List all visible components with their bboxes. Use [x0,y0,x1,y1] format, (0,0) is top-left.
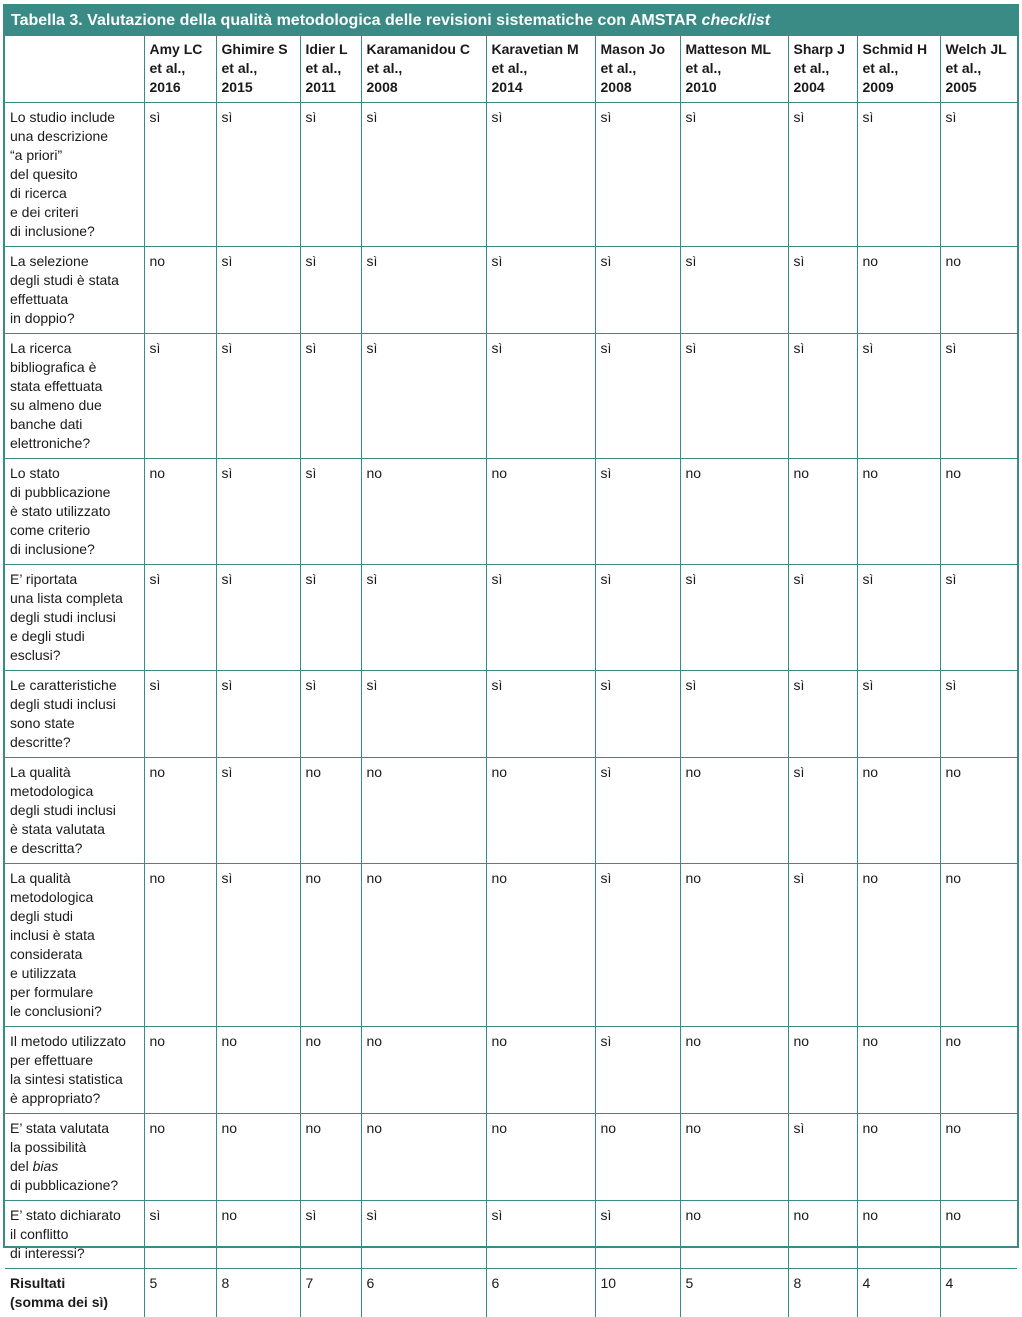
answer-cell: no [216,1201,300,1269]
answer-cell: no [788,1027,857,1114]
answer-cell: sì [216,671,300,758]
question-cell: Le caratteristiche degli studi inclusi sono state descritte? [5,671,144,758]
question-cell: Lo studio include una descrizione “a priori” del quesito di ricerca e dei criteri di inclusione? [5,103,144,247]
summary-value: 5 [680,1269,788,1317]
table-title-italic: checklist [702,12,770,29]
answer-cell: sì [361,247,486,334]
answer-cell: sì [486,565,595,671]
table-row [5,459,1017,565]
answer-cell: sì [216,247,300,334]
answer-cell: sì [788,565,857,671]
question-cell: E’ riportata una lista completa degli studi inclusi e degli studi esclusi? [5,565,144,671]
answer-cell: sì [595,459,680,565]
answer-cell: no [361,1114,486,1201]
question-cell: Lo stato di pubblicazione è stato utilizzato come criterio di inclusione? [5,459,144,565]
answer-cell: no [857,758,940,864]
answer-cell: sì [940,565,1017,671]
question-cell: La qualità metodologica degli studi inclusi è stata considerata e utilizzata per formulare le conclusioni? [5,864,144,1027]
summary-value: 8 [788,1269,857,1317]
answer-cell: no [361,864,486,1027]
answer-cell: sì [486,671,595,758]
answer-cell: no [300,1114,361,1201]
question-text: E’ stata valutata la possibilità del [10,1120,109,1174]
table-row [5,103,1017,247]
answer-cell: no [144,247,216,334]
answer-cell: no [216,1114,300,1201]
answer-cell: sì [361,103,486,247]
answer-cell: no [361,758,486,864]
question-cell: La selezione degli studi è stata effettuata in doppio? [5,247,144,334]
answer-cell: no [300,758,361,864]
answer-cell: sì [216,565,300,671]
answer-cell: sì [595,247,680,334]
answer-cell: no [857,247,940,334]
answer-cell: no [486,1027,595,1114]
question-text: di pubblicazione? [10,1177,118,1193]
answer-cell: no [486,1114,595,1201]
answer-cell: no [680,864,788,1027]
table-title [5,6,1017,36]
answer-cell: no [857,864,940,1027]
column-header: Karamanidou C et al., 2008 [361,36,486,103]
summary-value: 6 [361,1269,486,1317]
answer-cell: sì [216,758,300,864]
answer-cell: no [361,1027,486,1114]
answer-cell: no [680,1201,788,1269]
table-row [5,758,1017,864]
answer-cell: no [857,459,940,565]
table-row [5,671,1017,758]
answer-cell: no [857,1114,940,1201]
answer-cell: no [857,1201,940,1269]
question-cell: La qualità metodologica degli studi inclusi è stata valutata e descritta? [5,758,144,864]
answer-cell: sì [857,671,940,758]
summary-label: Risultati (somma dei sì) [5,1269,144,1317]
answer-cell: sì [361,334,486,459]
question-cell: Il metodo utilizzato per effettuare la sintesi statistica è appropriato? [5,1027,144,1114]
answer-cell: sì [680,247,788,334]
answer-cell: no [216,1027,300,1114]
answer-cell: sì [361,671,486,758]
answer-cell: sì [680,334,788,459]
answer-cell: sì [680,565,788,671]
header-corner-cell [5,36,144,103]
answer-cell: sì [857,334,940,459]
answer-cell: sì [486,103,595,247]
summary-value: 8 [216,1269,300,1317]
answer-cell: sì [486,334,595,459]
answer-cell: sì [788,758,857,864]
answer-cell: sì [595,1027,680,1114]
answer-cell: sì [788,247,857,334]
answer-cell: sì [940,334,1017,459]
answer-cell: sì [595,103,680,247]
answer-cell: sì [788,671,857,758]
answer-cell: sì [144,103,216,247]
column-header: Mason Jo et al., 2008 [595,36,680,103]
answer-cell: sì [788,103,857,247]
table-row [5,1114,1017,1201]
answer-cell: no [940,864,1017,1027]
answer-cell: no [144,1114,216,1201]
answer-cell: no [486,459,595,565]
answer-cell: sì [144,334,216,459]
answer-cell: sì [144,565,216,671]
table-row [5,334,1017,459]
question-cell [5,1114,144,1201]
answer-cell: sì [300,247,361,334]
answer-cell: no [940,1027,1017,1114]
answer-cell: sì [595,758,680,864]
table-row [5,1201,1017,1269]
answer-cell: no [680,1027,788,1114]
answer-cell: no [144,864,216,1027]
answer-cell: sì [300,459,361,565]
answer-cell: no [300,864,361,1027]
answer-cell: sì [857,103,940,247]
answer-cell: sì [680,671,788,758]
answer-cell: sì [216,459,300,565]
answer-cell: no [940,758,1017,864]
answer-cell: sì [216,864,300,1027]
answer-cell: no [788,459,857,565]
answer-cell: no [940,247,1017,334]
amstar-table-frame [3,4,1019,1248]
summary-value: 5 [144,1269,216,1317]
table-title-text: Tabella 3. Valutazione della qualità metodologica delle revisioni sistematiche con AMSTAR [11,12,702,29]
answer-cell: sì [595,565,680,671]
answer-cell: sì [486,1201,595,1269]
answer-cell: sì [788,1114,857,1201]
answer-cell: sì [300,671,361,758]
answer-cell: no [788,1201,857,1269]
answer-cell: sì [595,334,680,459]
answer-cell: no [680,1114,788,1201]
column-header: Welch JL et al., 2005 [940,36,1017,103]
answer-cell: sì [216,103,300,247]
question-text-italic: bias [33,1158,59,1174]
summary-row [5,1269,1017,1317]
column-header: Matteson ML et al., 2010 [680,36,788,103]
answer-cell: sì [300,334,361,459]
answer-cell: no [857,1027,940,1114]
summary-value: 6 [486,1269,595,1317]
column-header: Schmid H et al., 2009 [857,36,940,103]
answer-cell: no [595,1114,680,1201]
column-header: Karavetian M et al., 2014 [486,36,595,103]
answer-cell: no [144,459,216,565]
answer-cell: sì [300,565,361,671]
answer-cell: sì [486,247,595,334]
answer-cell: no [940,1201,1017,1269]
answer-cell: no [486,864,595,1027]
summary-value: 4 [940,1269,1017,1317]
answer-cell: sì [300,103,361,247]
answer-cell: sì [595,1201,680,1269]
summary-value: 10 [595,1269,680,1317]
answer-cell: sì [788,864,857,1027]
answer-cell: no [486,758,595,864]
answer-cell: sì [216,334,300,459]
answer-cell: sì [940,103,1017,247]
answer-cell: no [144,758,216,864]
answer-cell: sì [595,864,680,1027]
amstar-table [5,36,1017,1317]
answer-cell: sì [361,1201,486,1269]
summary-value: 7 [300,1269,361,1317]
answer-cell: sì [788,334,857,459]
answer-cell: sì [857,565,940,671]
column-header: Ghimire S et al., 2015 [216,36,300,103]
question-cell: E’ stato dichiarato il conflitto di interessi? [5,1201,144,1269]
column-header: Sharp J et al., 2004 [788,36,857,103]
answer-cell: no [940,459,1017,565]
answer-cell: sì [144,671,216,758]
answer-cell: sì [595,671,680,758]
answer-cell: no [680,758,788,864]
answer-cell: sì [300,1201,361,1269]
answer-cell: no [940,1114,1017,1201]
table-row [5,247,1017,334]
answer-cell: no [300,1027,361,1114]
answer-cell: sì [680,103,788,247]
answer-cell: no [144,1027,216,1114]
column-header: Idier L et al., 2011 [300,36,361,103]
question-cell: La ricerca bibliografica è stata effettuata su almeno due banche dati elettroniche? [5,334,144,459]
column-header: Amy LC et al., 2016 [144,36,216,103]
table-header-row [5,36,1017,103]
answer-cell: sì [361,565,486,671]
answer-cell: sì [940,671,1017,758]
table-row [5,565,1017,671]
table-row [5,864,1017,1027]
answer-cell: no [680,459,788,565]
answer-cell: no [361,459,486,565]
table-row [5,1027,1017,1114]
summary-value: 4 [857,1269,940,1317]
answer-cell: sì [144,1201,216,1269]
